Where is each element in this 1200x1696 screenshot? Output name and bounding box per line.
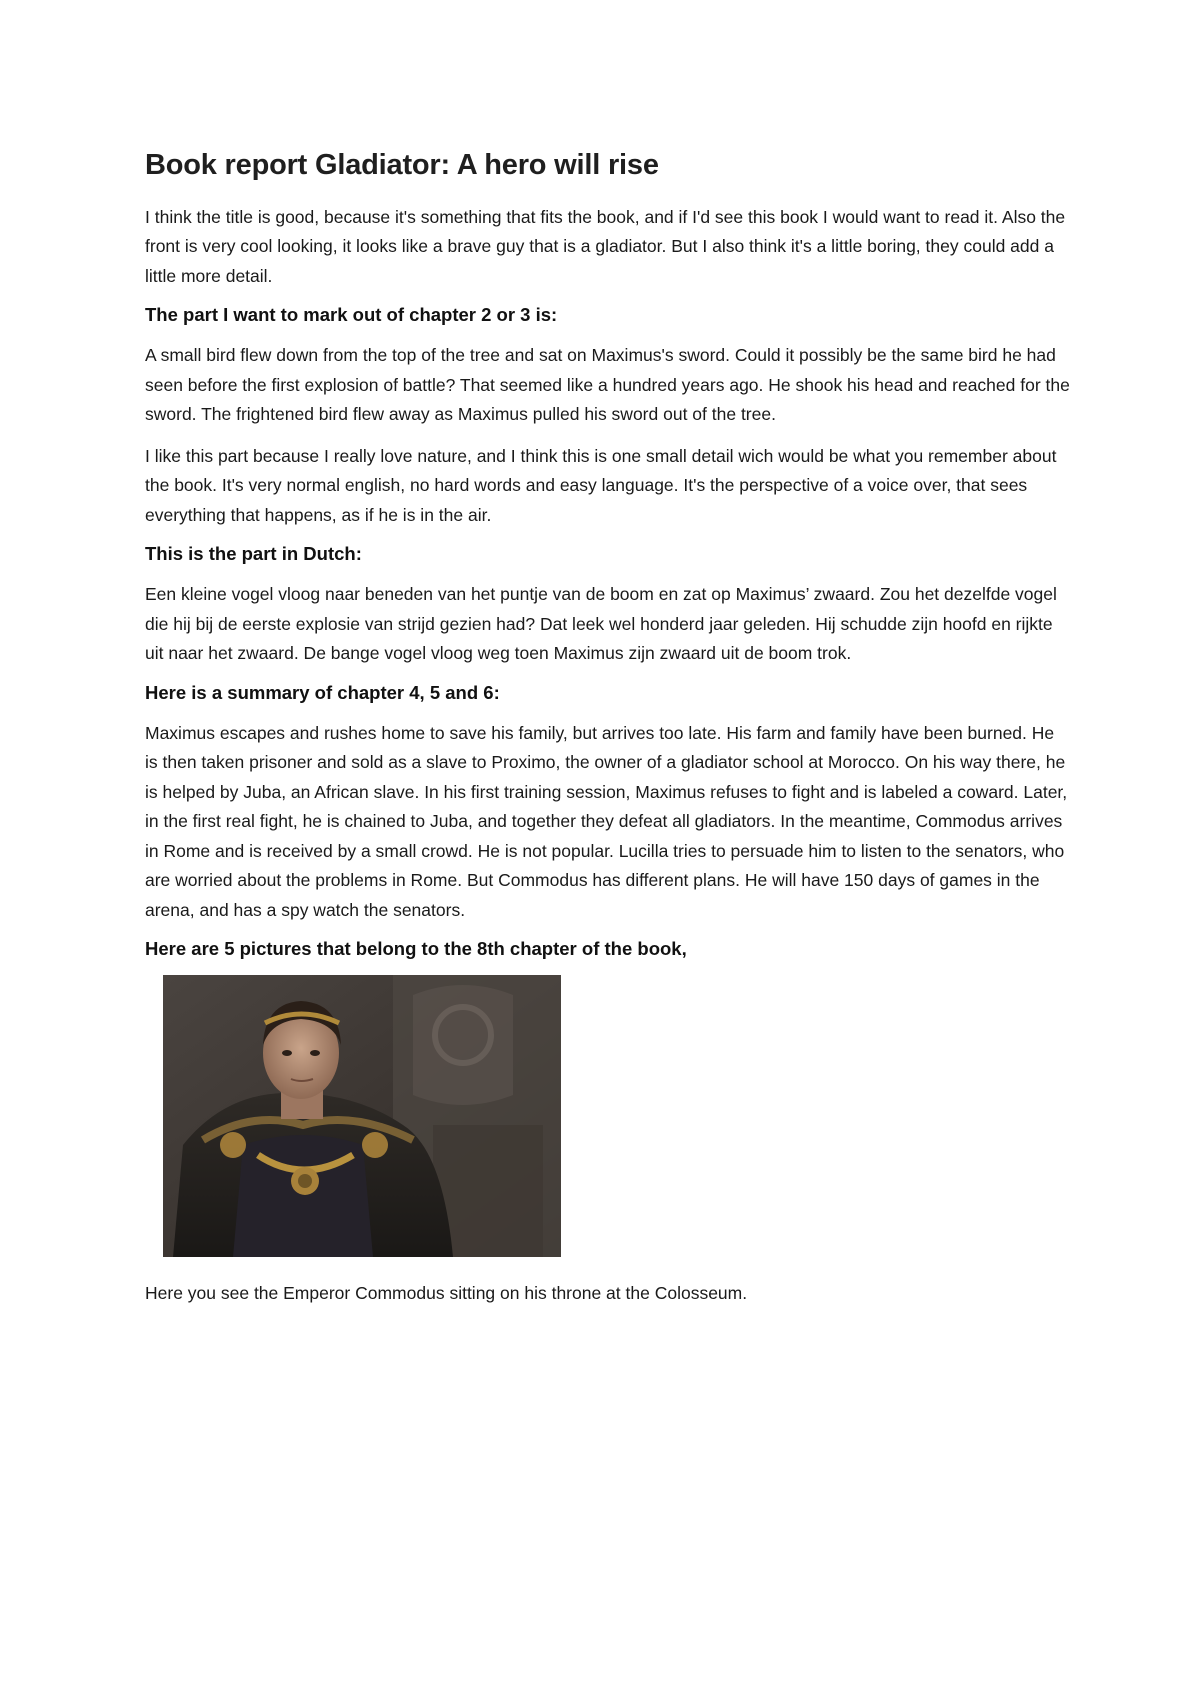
commodus-photo: [163, 975, 561, 1257]
intro-paragraph: I think the title is good, because it's something that fits the book, and if I'd see this book I would want to read it. Also the front is very cool looking, it looks like a brave guy that is a gladiator. But I also think it's a little boring, they could add a little more detail.: [145, 206, 1066, 286]
commodus-photo-illustration: [163, 975, 561, 1257]
dutch-paragraph: Een kleine vogel vloog naar beneden van het puntje van de boom en zat op Maximus’ zwaard. Zou het dezelfde vogel die hij bij de eerste explosie van strijd gezien had? Dat leek wel honderd jaar geleden. Hij schudde zijn hoofd en rijkte uit naar het zwaard. De bange vogel vloog weg toen Maximus zijn zwaard uit de boom trok.: [145, 584, 1057, 664]
opinion-paragraph: I like this part because I really love nature, and I think this is one small detail wich would be what you remember about the book. It's very normal english, no hard words and easy language. It's the perspective of a voice over, that sees everything that happens, as if he is in the air.: [145, 445, 1057, 525]
document-body: [145, 148, 1070, 1309]
section-heading-pictures: Here are 5 pictures that belong to the 8th chapter of the book,: [145, 938, 687, 960]
section-heading-summary: Here is a summary of chapter 4, 5 and 6:: [145, 681, 500, 703]
section-heading-excerpt: The part I want to mark out of chapter 2 or 3 is:: [145, 304, 558, 326]
section-heading-dutch: This is the part in Dutch:: [145, 543, 362, 565]
figure-caption: Here you see the Emperor Commodus sitting on his throne at the Colosseum.: [145, 1283, 748, 1304]
excerpt-paragraph: A small bird flew down from the top of the tree and sat on Maximus's sword. Could it possibly be the same bird he had seen before the first explosion of battle? That seemed like a hundred years ago. He shook his head and reached for the sword. The frightened bird flew away as Maximus pulled his sword out of the tree.: [145, 345, 1070, 425]
summary-paragraph: Maximus escapes and rushes home to save his family, but arrives too late. His farm and family have been burned. He is then taken prisoner and sold as a slave to Proximo, the owner of a gladiator school at Morocco. On his way there, he is helped by Juba, an African slave. In his first training session, Maximus refuses to fight and is labeled a coward. Later, in the first real fight, he is chained to Juba, and together they defeat all gladiators. In the meantime, Commodus arrives in Rome and is received by a small crowd. He is not popular. Lucilla tries to persuade him to listen to the senators, who are worried about the problems in Rome. But Commodus has different plans. He will have 150 days of games in the arena, and has a spy watch the senators.: [145, 722, 1068, 920]
page-title: Book report Gladiator: A hero will rise: [145, 149, 659, 181]
